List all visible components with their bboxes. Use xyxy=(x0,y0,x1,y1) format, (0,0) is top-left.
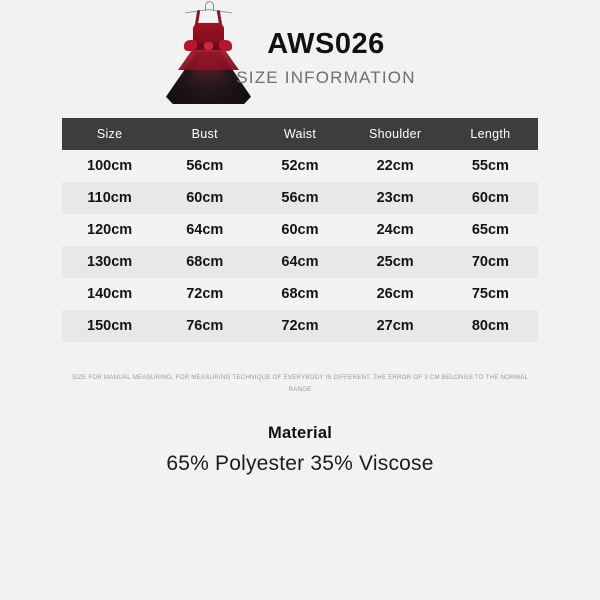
page-subtitle: SIZE INFORMATION xyxy=(236,68,416,87)
cell-size: 150cm xyxy=(62,310,157,342)
cell-size: 120cm xyxy=(62,214,157,246)
column-header-length: Length xyxy=(443,118,538,150)
cell-bust: 56cm xyxy=(157,150,252,182)
cell-shoulder: 25cm xyxy=(348,246,443,278)
cell-waist: 68cm xyxy=(252,278,347,310)
column-header-shoulder: Shoulder xyxy=(348,118,443,150)
cell-shoulder: 26cm xyxy=(348,278,443,310)
title-block xyxy=(0,0,600,88)
cell-bust: 72cm xyxy=(157,278,252,310)
size-table-head xyxy=(62,118,538,150)
table-row xyxy=(62,150,538,182)
cell-waist: 60cm xyxy=(252,214,347,246)
size-table-container xyxy=(62,118,538,342)
cell-size: 110cm xyxy=(62,182,157,214)
cell-length: 70cm xyxy=(443,246,538,278)
table-row xyxy=(62,182,538,214)
cell-bust: 60cm xyxy=(157,182,252,214)
cell-waist: 52cm xyxy=(252,150,347,182)
product-image xyxy=(152,0,264,112)
material-block xyxy=(0,424,600,476)
cell-size: 100cm xyxy=(62,150,157,182)
material-value: 65% Polyester 35% Viscose xyxy=(166,452,434,475)
measurement-note: SIZE FOR MANUAL MEASURING, FOR MEASURING TECHNIQUE OF EVERYBODY IS DIFFERENT, THE ERROR OF 3 CM BELONGS TO THE NORMAL RANGE xyxy=(71,374,529,393)
table-row xyxy=(62,214,538,246)
page-title: AWS026 xyxy=(267,28,385,60)
column-header-waist: Waist xyxy=(252,118,347,150)
cell-size: 140cm xyxy=(62,278,157,310)
cell-length: 60cm xyxy=(443,182,538,214)
cell-length: 55cm xyxy=(443,150,538,182)
size-table-body xyxy=(62,150,538,342)
table-row xyxy=(62,246,538,278)
cell-length: 65cm xyxy=(443,214,538,246)
cell-waist: 56cm xyxy=(252,182,347,214)
dress-illustration-icon xyxy=(152,0,264,112)
cell-bust: 76cm xyxy=(157,310,252,342)
table-header-row xyxy=(62,118,538,150)
cell-size: 130cm xyxy=(62,246,157,278)
dress-bow-knot xyxy=(204,42,213,50)
cell-shoulder: 24cm xyxy=(348,214,443,246)
material-title: Material xyxy=(268,424,332,442)
size-table xyxy=(62,118,538,342)
cell-waist: 72cm xyxy=(252,310,347,342)
cell-bust: 64cm xyxy=(157,214,252,246)
column-header-bust: Bust xyxy=(157,118,252,150)
cell-length: 80cm xyxy=(443,310,538,342)
cell-waist: 64cm xyxy=(252,246,347,278)
header xyxy=(0,0,600,112)
cell-length: 75cm xyxy=(443,278,538,310)
column-header-size: Size xyxy=(62,118,157,150)
cell-shoulder: 22cm xyxy=(348,150,443,182)
cell-shoulder: 27cm xyxy=(348,310,443,342)
dress-bow-right xyxy=(219,40,232,51)
table-row xyxy=(62,278,538,310)
cell-shoulder: 23cm xyxy=(348,182,443,214)
dress-bow-left xyxy=(184,40,197,51)
cell-bust: 68cm xyxy=(157,246,252,278)
table-row xyxy=(62,310,538,342)
